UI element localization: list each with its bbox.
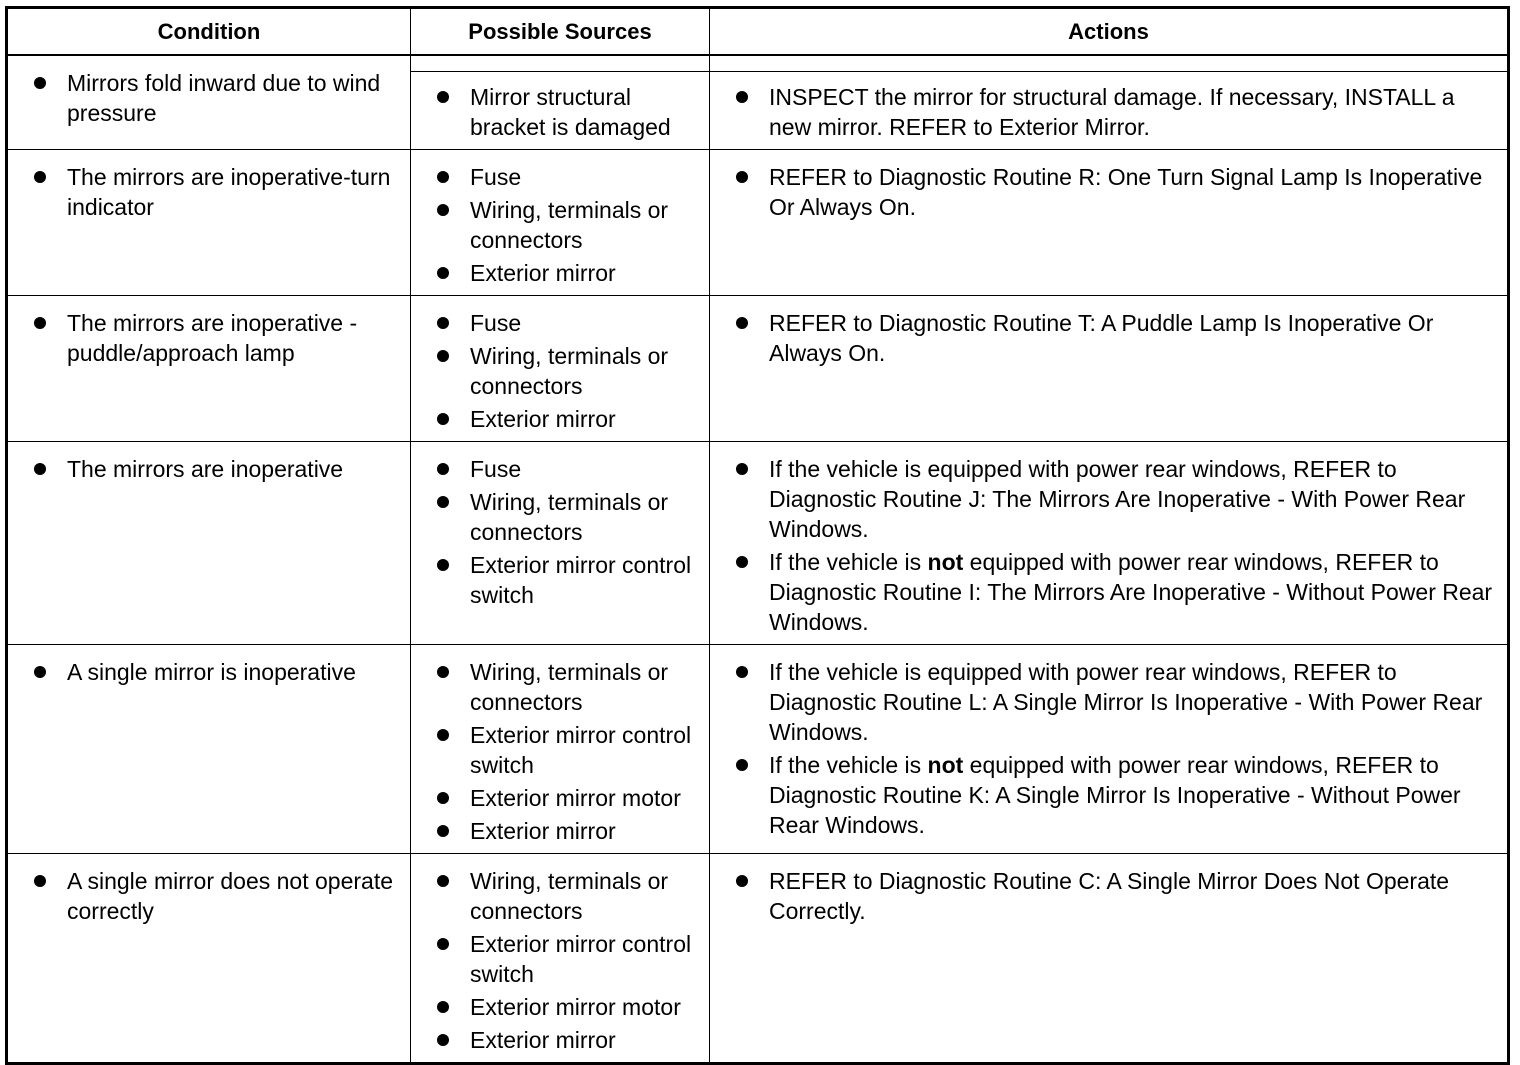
bullet-icon (437, 1034, 449, 1046)
bullet-icon (34, 666, 46, 678)
condition-item-text: The mirrors are inoperative - puddle/approach lamp (67, 309, 358, 366)
action-item-text: If the vehicle is equipped with power rear windows, REFER to Diagnostic Routine L: A Single Mirror Is Inoperative - With Power Rear Windows. (769, 658, 1483, 745)
source-list (435, 454, 701, 610)
source-item (435, 162, 701, 192)
table-row (7, 644, 1509, 853)
sources-cell (411, 441, 710, 644)
action-item (734, 162, 1499, 222)
action-item-text: REFER to Diagnostic Routine R: One Turn Signal Lamp Is Inoperative Or Always On. (769, 163, 1483, 220)
actions-cell (710, 71, 1509, 149)
table-row (7, 853, 1509, 1063)
source-list (435, 82, 701, 142)
table-row (7, 441, 1509, 644)
source-item (435, 195, 701, 255)
source-item (435, 454, 701, 484)
source-item-text: Mirror structural bracket is damaged (470, 83, 671, 140)
source-item (435, 404, 701, 434)
source-item (435, 341, 701, 401)
action-list (734, 162, 1499, 222)
bullet-icon (736, 463, 748, 475)
condition-item-text: A single mirror does not operate correctly (67, 867, 394, 924)
bullet-icon (437, 413, 449, 425)
condition-item-text: Mirrors fold inward due to wind pressure (67, 70, 381, 126)
source-item (435, 929, 701, 989)
condition-item (32, 657, 402, 687)
bullet-icon (437, 267, 449, 279)
bullet-icon (736, 759, 748, 771)
source-item-text: Wiring, terminals or connectors (470, 658, 669, 715)
bullet-icon (437, 171, 449, 183)
source-item-text: Exterior mirror control switch (470, 551, 692, 608)
action-item-text: If the vehicle is equipped with power rear windows, REFER to Diagnostic Routine J: The Mirrors Are Inoperative - With Power Rear Windows. (769, 455, 1466, 542)
bullet-icon (736, 171, 748, 183)
condition-cell (7, 853, 411, 1063)
table-body (7, 55, 1509, 1063)
actions-cell (710, 644, 1509, 853)
source-item (435, 258, 701, 288)
source-item (435, 308, 701, 338)
sources-cell (411, 295, 710, 441)
bullet-icon (34, 463, 46, 475)
source-item-text: Wiring, terminals or connectors (470, 867, 669, 924)
source-item-text: Exterior mirror (470, 1026, 616, 1053)
bullet-icon (437, 350, 449, 362)
bullet-icon (437, 729, 449, 741)
action-list (734, 657, 1499, 840)
actions-cell (710, 149, 1509, 295)
action-item-text: REFER to Diagnostic Routine T: A Puddle Lamp Is Inoperative Or Always On. (769, 309, 1434, 366)
source-item-text: Exterior mirror (470, 259, 616, 286)
bullet-icon (437, 1001, 449, 1013)
condition-cell (7, 295, 411, 441)
emphasis-text: not (927, 548, 964, 575)
action-list (734, 82, 1499, 142)
table-row (7, 295, 1509, 441)
actions-cell (710, 441, 1509, 644)
action-list (734, 866, 1499, 926)
source-item-text: Exterior mirror motor (470, 993, 681, 1020)
condition-list (32, 68, 402, 128)
action-item-text: REFER to Diagnostic Routine C: A Single Mirror Does Not Operate Correctly. (769, 867, 1450, 924)
table-row (7, 149, 1509, 295)
action-list (734, 308, 1499, 368)
empty-cell (710, 55, 1509, 71)
actions-cell (710, 295, 1509, 441)
bullet-icon (437, 559, 449, 571)
bullet-icon (437, 317, 449, 329)
condition-list (32, 454, 402, 484)
sources-cell (411, 149, 710, 295)
action-item-text: If the vehicle is not equipped with power rear windows, REFER to Diagnostic Routine I: The Mirrors Are Inoperative - Without Power Rear Windows. (769, 548, 1493, 635)
condition-item-text: A single mirror is inoperative (67, 658, 356, 685)
condition-list (32, 657, 402, 687)
source-item-text: Exterior mirror motor (470, 784, 681, 811)
source-list (435, 866, 701, 1055)
header-row (7, 8, 1509, 56)
source-item-text: Wiring, terminals or connectors (470, 488, 669, 545)
source-item-text: Fuse (470, 163, 522, 190)
bullet-icon (437, 91, 449, 103)
action-item (734, 82, 1499, 142)
bullet-icon (437, 875, 449, 887)
action-item (734, 657, 1499, 747)
header-actions: Actions (710, 8, 1509, 56)
condition-item (32, 162, 402, 222)
condition-list (32, 308, 402, 368)
bullet-icon (437, 463, 449, 475)
source-item-text: Wiring, terminals or connectors (470, 196, 669, 253)
source-item-text: Exterior mirror control switch (470, 721, 692, 778)
actions-cell (710, 853, 1509, 1063)
condition-list (32, 866, 402, 926)
source-item (435, 82, 701, 142)
empty-cell (411, 55, 710, 71)
header-condition: Condition (7, 8, 411, 56)
bullet-icon (437, 938, 449, 950)
condition-cell (7, 149, 411, 295)
source-item (435, 1025, 701, 1055)
bullet-icon (437, 204, 449, 216)
source-item (435, 816, 701, 846)
bullet-icon (736, 91, 748, 103)
bullet-icon (736, 666, 748, 678)
action-item (734, 547, 1499, 637)
condition-cell (7, 441, 411, 644)
action-item-text: If the vehicle is not equipped with power rear windows, REFER to Diagnostic Routine K: A Single Mirror Is Inoperative - Without Power Rear Windows. (769, 751, 1461, 838)
bullet-icon (34, 875, 46, 887)
condition-item (32, 308, 402, 368)
bullet-icon (736, 317, 748, 329)
sources-cell (411, 853, 710, 1063)
source-item (435, 866, 701, 926)
condition-cell (7, 55, 411, 149)
bullet-icon (437, 825, 449, 837)
action-item (734, 308, 1499, 368)
bullet-icon (34, 171, 46, 183)
source-item-text: Fuse (470, 455, 522, 482)
source-item (435, 550, 701, 610)
action-item (734, 866, 1499, 926)
condition-item-text: The mirrors are inoperative (67, 455, 344, 482)
source-list (435, 657, 701, 846)
condition-item-text: The mirrors are inoperative-turn indicator (67, 163, 391, 220)
condition-item (32, 454, 402, 484)
sources-cell (411, 71, 710, 149)
bullet-icon (437, 496, 449, 508)
action-list (734, 454, 1499, 637)
action-item (734, 454, 1499, 544)
condition-cell (7, 644, 411, 853)
source-list (435, 308, 701, 434)
emphasis-text: not (927, 751, 964, 778)
condition-item (32, 68, 402, 128)
bullet-icon (736, 875, 748, 887)
diagnosis-table (5, 6, 1510, 1065)
source-item (435, 487, 701, 547)
bullet-icon (34, 317, 46, 329)
source-item-text: Wiring, terminals or connectors (470, 342, 669, 399)
table-row (7, 55, 1509, 71)
action-item (734, 750, 1499, 840)
source-item-text: Exterior mirror (470, 405, 616, 432)
header-sources: Possible Sources (411, 8, 710, 56)
bullet-icon (34, 77, 46, 89)
bullet-icon (736, 556, 748, 568)
source-item (435, 783, 701, 813)
source-item (435, 657, 701, 717)
source-list (435, 162, 701, 288)
sources-cell (411, 644, 710, 853)
source-item-text: Exterior mirror (470, 817, 616, 844)
condition-list (32, 162, 402, 222)
bullet-icon (437, 666, 449, 678)
source-item-text: Fuse (470, 309, 522, 336)
action-item-text: INSPECT the mirror for structural damage. If necessary, INSTALL a new mirror. REFER to Exterior Mirror. (769, 83, 1455, 140)
source-item-text: Exterior mirror control switch (470, 930, 692, 987)
condition-item (32, 866, 402, 926)
source-item (435, 992, 701, 1022)
source-item (435, 720, 701, 780)
bullet-icon (437, 792, 449, 804)
